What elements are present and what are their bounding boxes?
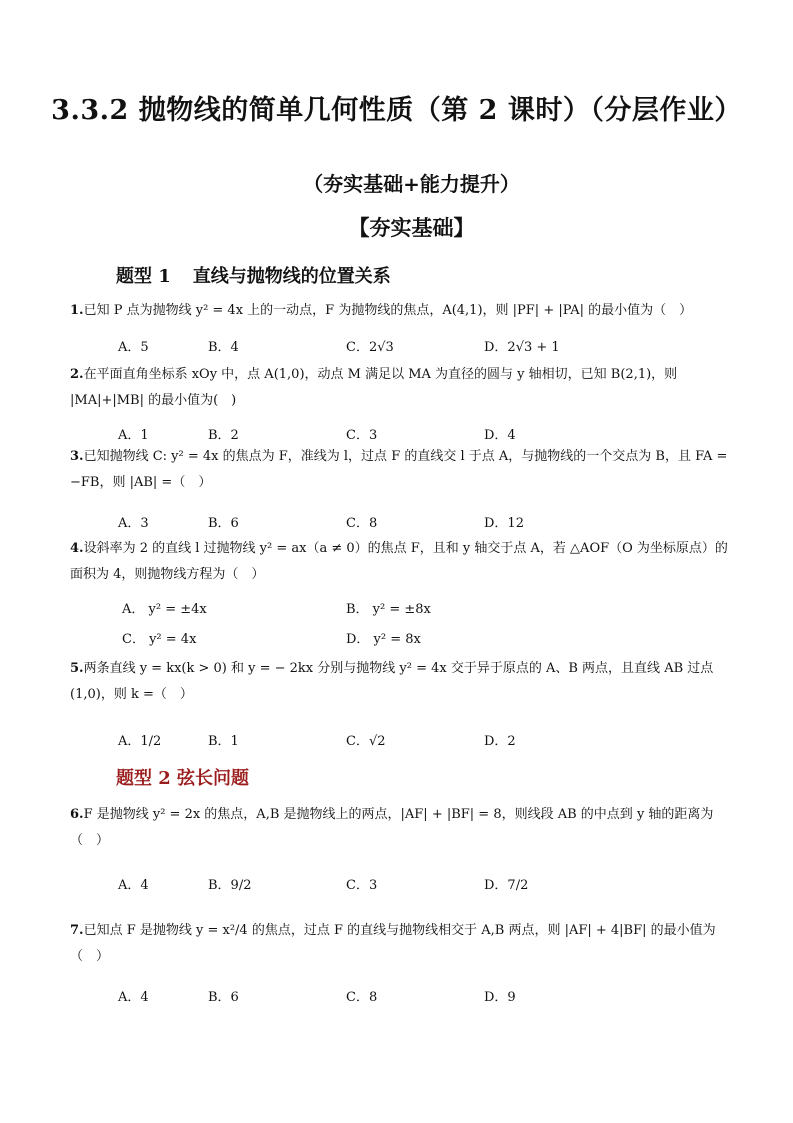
option: C．√2 bbox=[346, 734, 386, 749]
question-1: 1.已知 P 点为抛物线 y² = 4x 上的一动点，F 为抛物线的焦点，A(4,1)，则 |PF| + |PA| 的最小值为（ ） bbox=[70, 303, 693, 318]
option: D．4 bbox=[484, 428, 516, 443]
section-heading: 【夯实基础】 bbox=[348, 215, 475, 240]
type-heading-2: 题型 2 弦长问题 bbox=[116, 768, 250, 789]
option: C．3 bbox=[346, 428, 378, 443]
option: B．1 bbox=[208, 734, 239, 749]
options-3 bbox=[118, 512, 678, 534]
option: A．1/2 bbox=[118, 734, 162, 749]
document-subtitle: （夯实基础+能力提升） bbox=[303, 172, 520, 196]
option: D．9 bbox=[484, 990, 516, 1005]
options-4b bbox=[118, 628, 678, 650]
option: A． y² = ±4x bbox=[122, 602, 207, 617]
question-2: 2.在平面直角坐标系 xOy 中，点 A(1,0)，动点 M 满足以 MA 为直径的圆与 y 轴相切，已知 B(2,1)，则 |MA|+|MB| 的最小值为( ) bbox=[70, 367, 678, 408]
option: A．4 bbox=[118, 990, 149, 1005]
question-7: 7.已知点 F 是抛物线 y = x²/4 的焦点，过点 F 的直线与抛物线相交于 A,B 两点，则 |AF| + 4|BF| 的最小值为（ ） bbox=[70, 923, 716, 964]
options-1 bbox=[118, 336, 678, 358]
question-4: 4.设斜率为 2 的直线 l 过抛物线 y² = ax（a ≠ 0）的焦点 F，且和 y 轴交于点 A，若 △AOF（O 为坐标原点）的面积为 4，则抛物线方程为（ ） bbox=[70, 541, 728, 582]
option: D．2√3 + 1 bbox=[484, 340, 560, 355]
question-6: 6.F 是抛物线 y² = 2x 的焦点，A,B 是抛物线上的两点，|AF| + |BF| = 8，则线段 AB 的中点到 y 轴的距离为（ ） bbox=[70, 807, 714, 848]
options-5 bbox=[118, 730, 678, 752]
question-3: 3.已知抛物线 C: y² = 4x 的焦点为 F，准线为 l，过点 F 的直线交 l 于点 A，与抛物线的一个交点为 B，且 FA = −FB，则 |AB| =（ ） bbox=[70, 449, 728, 490]
option: D．7/2 bbox=[484, 878, 529, 893]
option: A．4 bbox=[118, 878, 149, 893]
option: B．6 bbox=[208, 990, 239, 1005]
option: A．3 bbox=[118, 516, 149, 531]
type-heading-1: 题型 1 直线与抛物线的位置关系 bbox=[116, 266, 391, 287]
option: C． y² = 4x bbox=[122, 632, 197, 647]
options-7 bbox=[118, 986, 678, 1008]
option: B．9/2 bbox=[208, 878, 252, 893]
option: B．2 bbox=[208, 428, 239, 443]
option: A．1 bbox=[118, 428, 149, 443]
option: B．4 bbox=[208, 340, 239, 355]
option: B． y² = ±8x bbox=[346, 602, 431, 617]
option: C．3 bbox=[346, 878, 378, 893]
option: D．2 bbox=[484, 734, 516, 749]
option: D．12 bbox=[484, 516, 524, 531]
options-6 bbox=[118, 874, 678, 896]
option: C．8 bbox=[346, 990, 378, 1005]
option: A．5 bbox=[118, 340, 149, 355]
options-2 bbox=[118, 424, 678, 446]
document-title: 3.3.2 抛物线的简单几何性质（第 2 课时）（分层作业） bbox=[51, 95, 742, 126]
option: B．6 bbox=[208, 516, 239, 531]
option: C．8 bbox=[346, 516, 378, 531]
option: D． y² = 8x bbox=[346, 632, 421, 647]
option: C．2√3 bbox=[346, 340, 394, 355]
options-4a bbox=[118, 598, 678, 620]
question-5: 5.两条直线 y = kx(k > 0) 和 y = − 2kx 分别与抛物线 y² = 4x 交于异于原点的 A、B 两点，且直线 AB 过点 (1,0)，则 k =（ ） bbox=[70, 661, 714, 702]
